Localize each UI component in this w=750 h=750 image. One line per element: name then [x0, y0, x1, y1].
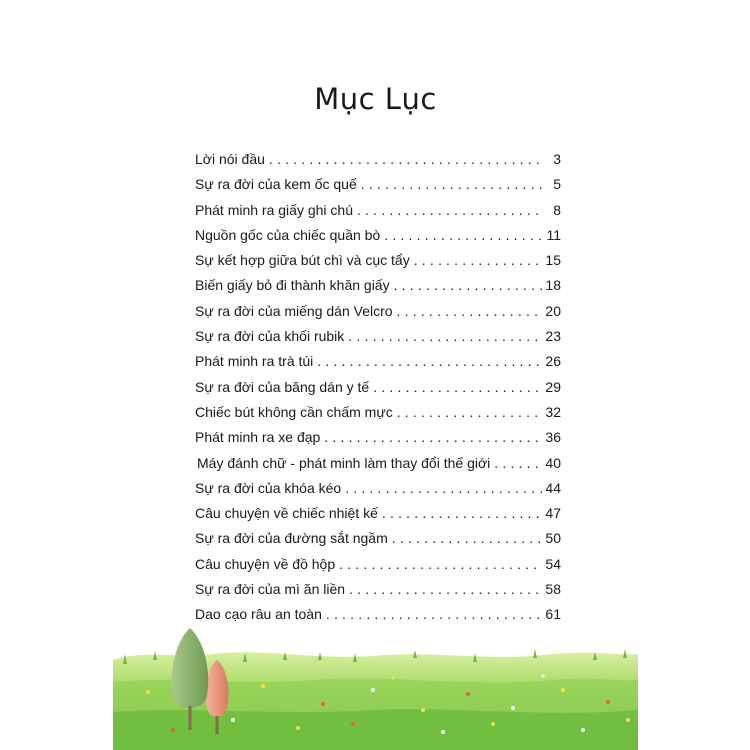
- toc-entry: [195, 556, 561, 581]
- toc-entry-label: Nguồn gốc của chiếc quần bò: [195, 226, 381, 243]
- toc-entry-label: Sự ra đời của mì ăn liền: [195, 581, 346, 598]
- toc-entry-page: 50: [545, 530, 561, 547]
- toc-entry: [195, 277, 561, 302]
- toc-entry-page: 3: [553, 151, 561, 167]
- toc-entry-page: 15: [545, 252, 561, 269]
- toc-entry-label: Phát minh ra giấy ghi chú: [195, 201, 353, 218]
- toc-entry: [195, 429, 561, 454]
- toc-leader-dots: [345, 480, 542, 496]
- toc-leader-dots: [414, 252, 542, 268]
- toc-entry: [195, 227, 561, 252]
- toc-entry-page: 11: [546, 226, 561, 243]
- toc-entry-page: 18: [545, 277, 561, 294]
- toc-entry-page: 5: [553, 176, 561, 193]
- toc-entry-label: Phát minh ra xe đạp: [195, 429, 321, 446]
- toc-entry-page: 47: [545, 505, 561, 522]
- meadow-illustration: [113, 620, 638, 750]
- toc-entry-label: Phát minh ra trà túi: [195, 353, 314, 370]
- toc-leader-dots: [339, 556, 542, 572]
- page-title: Mục Lục: [314, 82, 437, 116]
- toc-leader-dots: [269, 151, 542, 167]
- toc-entry-label: Sự ra đời của khối rubik: [195, 328, 345, 345]
- toc-entry: [195, 328, 561, 353]
- toc-leader-dots: [494, 455, 542, 471]
- toc-entry-page: 58: [545, 581, 561, 598]
- toc-entry-label: Sự kết hợp giữa bút chì và cục tẩy: [195, 252, 410, 269]
- toc-entry-label: Dao cạo râu an toàn: [195, 606, 322, 623]
- toc-leader-dots: [324, 429, 542, 445]
- toc-entry-page: 54: [545, 555, 561, 572]
- toc-entry-label: Sự ra đời của băng dán y tế: [195, 378, 370, 395]
- toc-entry: [195, 202, 561, 227]
- toc-entry-label: Biến giấy bỏ đi thành khăn giấy: [195, 277, 390, 294]
- toc-leader-dots: [382, 505, 542, 521]
- toc-leader-dots: [392, 530, 542, 546]
- toc-entry: [195, 404, 561, 429]
- toc-entry-label: Lời nói đầu: [195, 151, 265, 167]
- toc-entry: [195, 176, 561, 201]
- toc-entry-label: Sự ra đời của đường sắt ngầm: [195, 530, 388, 547]
- toc-entry-label: Sự ra đời của miếng dán Velcro: [195, 302, 393, 319]
- toc-entry: [195, 530, 561, 555]
- toc-entry-page: 36: [545, 429, 561, 446]
- toc-leader-dots: [373, 379, 542, 395]
- toc-entry: [195, 303, 561, 328]
- toc-entry-page: 32: [545, 403, 561, 420]
- toc-leader-dots: [357, 202, 542, 218]
- toc-leader-dots: [348, 328, 542, 344]
- toc-entry: [195, 581, 561, 606]
- toc-entry-label: Sự ra đời của khóa kéo: [195, 479, 342, 496]
- toc-entry-page: 40: [545, 454, 561, 471]
- toc-entry-label: Câu chuyện về đồ hộp: [195, 555, 336, 572]
- toc-entry-label: Chiếc bút không cần chấm mực: [195, 403, 393, 420]
- toc-entry: [195, 379, 561, 404]
- book-page: [113, 0, 638, 750]
- toc-entry-page: 44: [545, 479, 561, 496]
- toc-entry-page: 61: [545, 606, 561, 623]
- toc-entry: [195, 353, 561, 378]
- toc-entry-page: 23: [545, 328, 561, 345]
- toc-leader-dots: [384, 227, 542, 243]
- toc-leader-dots: [349, 581, 542, 597]
- toc-leader-dots: [394, 277, 542, 293]
- toc-entry: [195, 505, 561, 530]
- toc-entry-page: 29: [545, 378, 561, 395]
- toc-entry-label: Câu chuyện về chiếc nhiệt kế: [195, 505, 378, 522]
- toc-leader-dots: [361, 176, 542, 192]
- toc-entry-page: 26: [545, 353, 561, 370]
- toc-entry: [195, 480, 561, 505]
- toc-entry-page: 20: [545, 302, 561, 319]
- toc-entry: [195, 252, 561, 277]
- toc-entry-label: Sự ra đời của kem ốc quế: [195, 176, 357, 193]
- toc-leader-dots: [397, 303, 542, 319]
- toc-entry: [195, 455, 561, 480]
- toc-leader-dots: [397, 404, 542, 420]
- toc-entry: [195, 151, 561, 176]
- toc-entry-label: Máy đánh chữ - phát minh làm thay đổi thế giới: [197, 454, 491, 471]
- toc-entry-page: 8: [553, 201, 561, 218]
- table-of-contents: [195, 151, 561, 632]
- toc-leader-dots: [317, 353, 542, 369]
